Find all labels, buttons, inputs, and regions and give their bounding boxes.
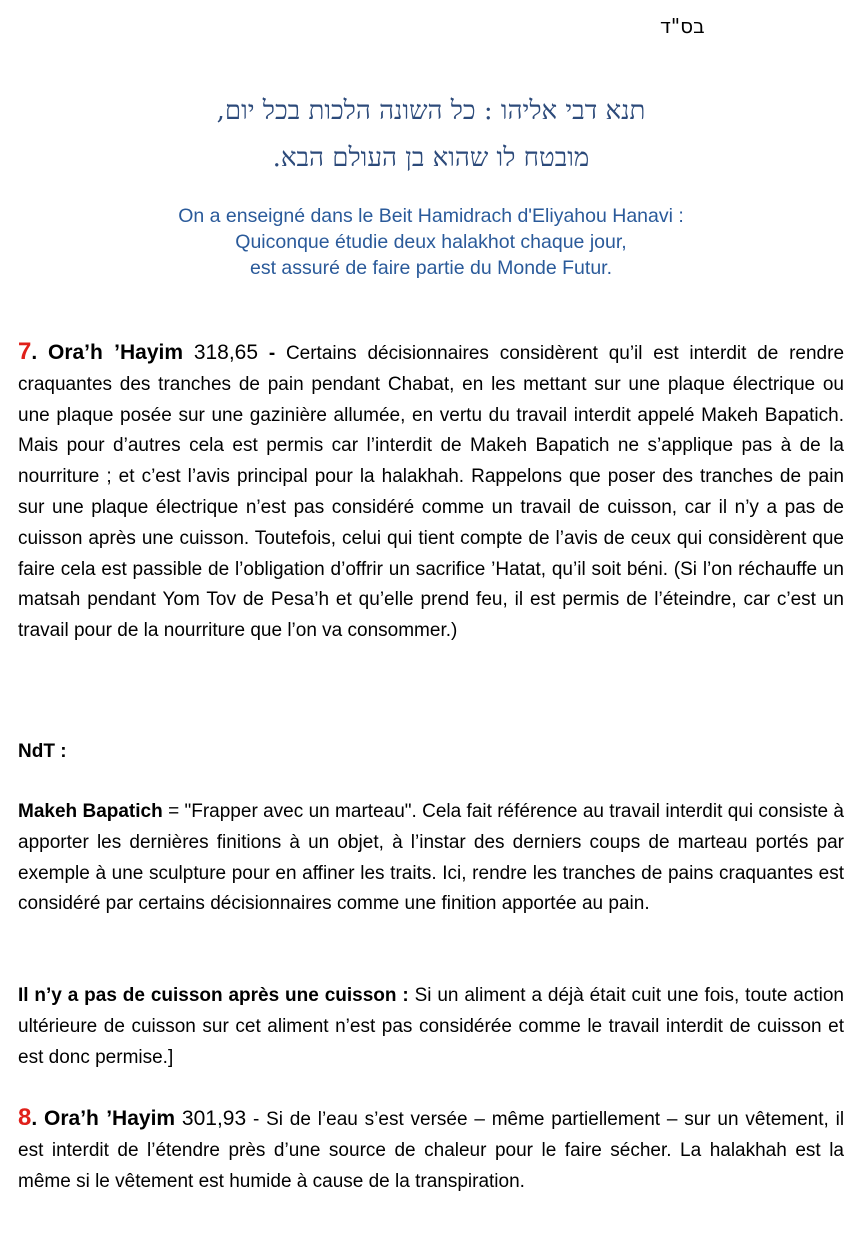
- halakha-reference-name: Ora’h ’Hayim: [47, 341, 184, 364]
- halakha-reference-number: 318,65: [193, 341, 259, 364]
- halakha-reference-name: Ora’h ’Hayim: [44, 1107, 176, 1130]
- bsd-heading: בס"ד: [660, 14, 705, 38]
- halakha-dot: .: [31, 341, 38, 364]
- ndt-definition: = "Frapper avec un marteau". Cela fait référence au travail interdit qui consiste à apporter les dernières finitions à un objet, à l’instar des derniers coups de marteau portés par exemple à une sculpture pour en affiner les traits. Ici, rendre les tranches de pains craquantes est considéré par certains décisionnaires comme une finition apportée au pain.: [18, 801, 845, 915]
- halakha-7: [18, 337, 844, 647]
- french-intro-line-2: Quiconque étudie deux halakhot chaque jour,: [235, 231, 627, 253]
- halakha-dash: -: [268, 343, 276, 364]
- ndt-label: NdT :: [18, 741, 67, 762]
- halakha-dot: .: [31, 1107, 38, 1130]
- halakha-text: Certains décisionnaires considèrent qu’il est interdit de rendre craquantes des tranches de pain pendant Chabat, en les mettant sur une plaque électrique ou une plaque posée sur une gazinière allumée, en vertu du travail interdit appelé Makeh Bapatich. Mais pour d’autres cela est permis car l’interdit de Makeh Bapatich ne s’applique pas à de la nourriture ; et c’est l’avis principal pour la halakhah. Rappelons que poser des tranches de pain sur une plaque électrique n’est pas considéré comme un travail de cuisson, car il n’y a pas de cuisson après une cuisson. Toutefois, celui qui tient compte de l’avis de ceux qui considèrent que faire cela est passible de l’obligation d’offrir un sacrifice ’Hatat, qu’il soit béni. (Si l’on réchauffe un matsah pendant Yom Tov de Pesa’h et qu’elle prend feu, il est permis de l’éteindre, car c’est un travail pour de la nourriture que l’on va consommer.): [18, 343, 845, 642]
- hebrew-quote-line-2: מובטח לו שהוא בן העולם הבא.: [272, 143, 590, 173]
- ndt-definition: Si un aliment a déjà était cuit une fois, toute action ultérieure de cuisson sur cet aliment n’est pas considérée comme le travail interdit de cuisson et est donc permise.]: [18, 985, 844, 1068]
- halakha-number: 7: [18, 338, 32, 365]
- french-intro-line-1: On a enseigné dans le Beit Hamidrach d'Eliyahou Hanavi :: [178, 205, 684, 227]
- ndt-term: Il n’y a pas de cuisson après une cuisson :: [18, 985, 409, 1006]
- halakha-reference-number: 301,93: [181, 1107, 247, 1130]
- halakha-number: 8: [18, 1104, 32, 1131]
- halakha-dash: -: [252, 1109, 260, 1130]
- ndt-note-cuisson: [18, 981, 844, 1073]
- ndt-term: Makeh Bapatich: [18, 801, 163, 822]
- halakha-text: Si de l’eau s’est versée – même partiellement – sur un vêtement, il est interdit de l’étendre près d’une source de chaleur pour le faire sécher. La halakhah est la même si le vêtement est humide à cause de la transpiration.: [18, 1109, 845, 1192]
- halakha-8: [18, 1103, 844, 1197]
- hebrew-quote-line-1: תנא דבי אליהו : כל השונה הלכות בכל יום,: [216, 96, 646, 126]
- french-intro-line-3: est assuré de faire partie du Monde Futur.: [249, 257, 613, 279]
- ndt-note-makeh-bapatich: [18, 797, 844, 920]
- french-intro: [0, 203, 862, 281]
